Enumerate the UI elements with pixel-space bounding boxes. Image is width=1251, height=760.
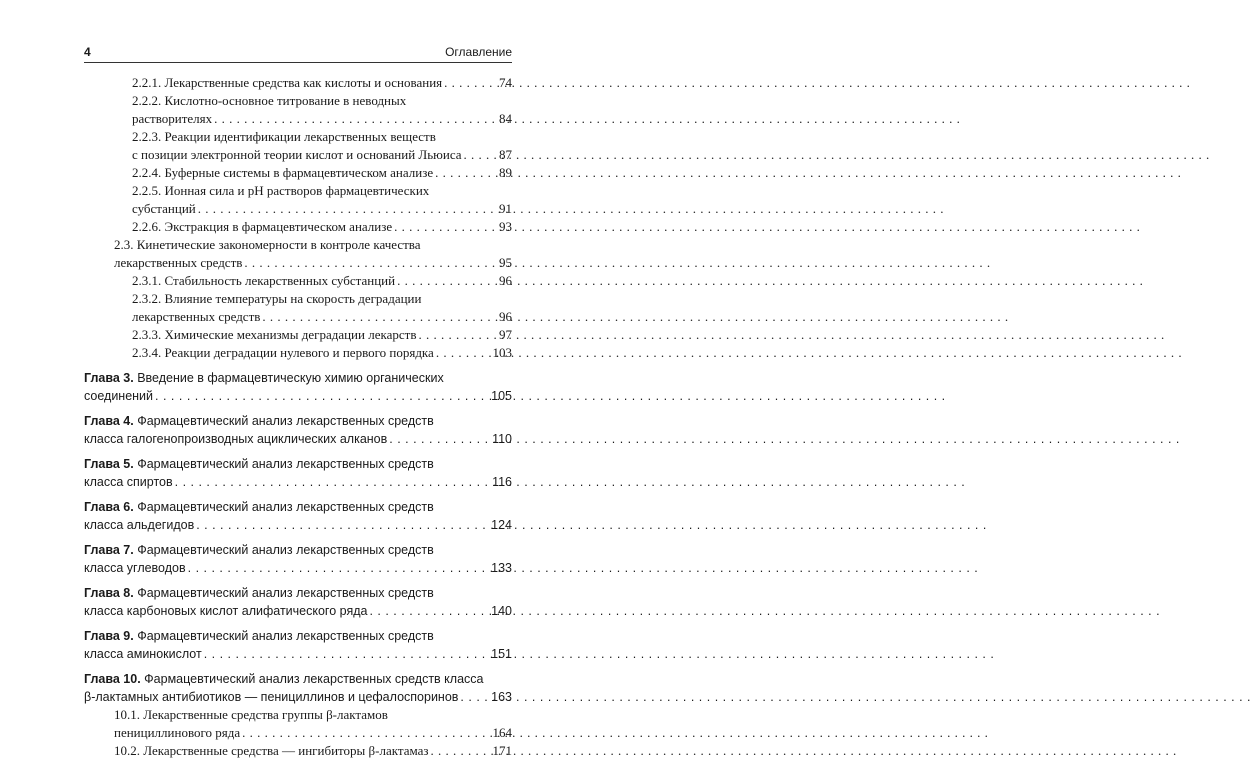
toc-page-number: 164 — [492, 725, 512, 740]
toc-entry-text: 2.2.5. Ионная сила и рН растворов фармацевтических — [132, 183, 430, 198]
chapter-label: Глава 10. — [84, 672, 141, 686]
toc-page-number: 116 — [492, 475, 512, 489]
toc-entry-line — [114, 254, 512, 272]
toc-entry-text: растворителях — [132, 111, 213, 126]
toc-page-number: 97 — [499, 327, 512, 342]
toc-page-number: 151 — [491, 647, 512, 661]
toc-entry-line — [132, 146, 512, 164]
toc-entry-line — [132, 344, 512, 362]
dot-leader — [431, 742, 491, 760]
toc-entry-line — [132, 128, 512, 146]
chapter-label: Глава 8. — [84, 586, 134, 600]
chapter-label: Глава 3. — [84, 371, 134, 385]
toc-entry-text: Глава 5. Фармацевтический анализ лекарственных средств — [84, 457, 434, 471]
toc-entry-text: 2.3. Кинетические закономерности в контроле качества — [114, 237, 421, 252]
toc-entry-line — [84, 455, 512, 473]
toc-entry-text: 2.3.2. Влияние температуры на скорость деградации — [132, 291, 422, 306]
toc-entry-text: 2.2.4. Буферные системы в фармацевтическом анализе — [132, 165, 434, 180]
toc-entry — [84, 290, 512, 326]
dot-leader — [369, 602, 489, 620]
toc-entry-line — [132, 164, 512, 182]
toc-entry-line — [114, 724, 512, 742]
toc-page-number: 171 — [492, 743, 512, 758]
toc-chapters — [84, 369, 512, 706]
page-number: 4 — [84, 45, 91, 59]
dot-leader — [262, 308, 497, 326]
toc-entry-line — [84, 602, 512, 620]
chapter-label: Глава 7. — [84, 543, 134, 557]
toc-entry-line — [84, 516, 512, 534]
toc-entry-text: 10.2. Лекарственные средства — ингибиторы β-лактамаз — [114, 743, 429, 758]
chapter-label: Глава 5. — [84, 457, 134, 471]
chapter-label: Глава 6. — [84, 500, 134, 514]
toc-entry — [84, 627, 512, 663]
dot-leader — [394, 218, 497, 236]
toc-entry — [84, 541, 512, 577]
toc-page-number: 87 — [499, 147, 512, 162]
dot-leader — [418, 326, 497, 344]
toc-entry — [84, 670, 512, 706]
toc-entry-line — [132, 74, 512, 92]
toc-entry — [84, 92, 512, 128]
toc-entry-line — [114, 236, 512, 254]
toc-entry-text: 10.1. Лекарственные средства группы β-лактамов — [114, 707, 388, 722]
toc-entry-text: 2.2.1. Лекарственные средства как кислоты и основания — [132, 75, 443, 90]
toc-entry-line — [84, 369, 512, 387]
toc-entry-text: лекарственных средств — [132, 309, 261, 324]
toc-entry-text: класса спиртов — [84, 475, 173, 489]
dot-leader — [196, 516, 489, 534]
toc-entry-line — [84, 412, 512, 430]
toc-entry-line — [114, 742, 512, 760]
toc-entry-text: пенициллинового ряда — [114, 725, 241, 740]
toc-entry-text: субстанций — [132, 201, 196, 216]
toc-entry-line — [84, 387, 512, 405]
toc-entry-line — [132, 218, 512, 236]
dot-leader — [460, 688, 489, 706]
toc-entry-text: класса аминокислот — [84, 647, 202, 661]
toc-entry-text: Глава 8. Фармацевтический анализ лекарственных средств — [84, 586, 434, 600]
chapter-label: Глава 9. — [84, 629, 134, 643]
toc-entry — [84, 455, 512, 491]
toc-entry — [84, 344, 512, 362]
chapter-label: Глава 4. — [84, 414, 134, 428]
toc-entry-line — [132, 308, 512, 326]
dot-leader — [389, 430, 490, 448]
toc-entry-text: лекарственных средств — [114, 255, 243, 270]
dot-leader — [204, 645, 489, 663]
toc-entry — [84, 326, 512, 344]
toc-page-number: 89 — [499, 165, 512, 180]
toc-entry-line — [114, 706, 512, 724]
toc-page-number: 124 — [491, 518, 512, 532]
running-title: Оглавление — [445, 45, 512, 59]
toc-entry — [84, 74, 512, 92]
dot-leader — [397, 272, 497, 290]
toc-entry — [84, 584, 512, 620]
toc-entry-text: 2.3.3. Химические механизмы деградации лекарств — [132, 327, 417, 342]
toc-page-number: 105 — [491, 389, 512, 403]
toc-page-number: 93 — [499, 219, 512, 234]
toc-entry-text: Глава 3. Введение в фармацевтическую химию органических — [84, 371, 444, 385]
toc-entry — [84, 164, 512, 182]
toc-entry-text: 2.3.4. Реакции деградации нулевого и первого порядка — [132, 345, 434, 360]
toc-entry — [84, 369, 512, 405]
dot-leader — [435, 164, 497, 182]
dot-leader — [244, 254, 497, 272]
toc-entry-line — [84, 473, 512, 491]
toc-entry — [84, 236, 512, 272]
toc-entry-line — [84, 559, 512, 577]
toc-entry-line — [84, 645, 512, 663]
toc-entry — [84, 272, 512, 290]
toc-entry-line — [84, 627, 512, 645]
toc-section-2 — [84, 74, 512, 362]
toc-entry-text: Глава 6. Фармацевтический анализ лекарственных средств — [84, 500, 434, 514]
toc-entry-line — [132, 200, 512, 218]
toc-entry — [84, 706, 512, 742]
toc-page-number: 96 — [499, 309, 512, 324]
toc-entry-text: Глава 10. Фармацевтический анализ лекарственных средств класса — [84, 672, 484, 686]
toc-page-number: 140 — [491, 604, 512, 618]
toc-entry — [84, 128, 512, 164]
toc-entry-text: с позиции электронной теории кислот и оснований Льюиса — [132, 147, 462, 162]
toc-entry-text: класса карбоновых кислот алифатического ряда — [84, 604, 368, 618]
toc-page-number: 95 — [499, 255, 512, 270]
page-header — [84, 44, 512, 63]
toc-entry-line — [132, 110, 512, 128]
toc-entry-text: 2.2.2. Кислотно-основное титрование в неводных — [132, 93, 407, 108]
toc-entry-text: 2.3.1. Стабильность лекарственных субстанций — [132, 273, 396, 288]
toc-entry — [84, 498, 512, 534]
toc-entry-line — [132, 272, 512, 290]
toc-entry-text: 2.2.3. Реакции идентификации лекарственных веществ — [132, 129, 436, 144]
toc-page-number: 103 — [492, 345, 512, 360]
toc-entry-line — [132, 182, 512, 200]
toc-page-number: 74 — [499, 75, 512, 90]
toc-page-number: 163 — [491, 690, 512, 704]
dot-leader — [188, 559, 490, 577]
dot-leader — [242, 724, 490, 742]
toc-entry-line — [132, 92, 512, 110]
toc-entry-text: β-лактамных антибиотиков — пенициллинов и цефалоспоринов — [84, 690, 459, 704]
toc-entry-text: Глава 9. Фармацевтический анализ лекарственных средств — [84, 629, 434, 643]
dot-leader — [444, 74, 497, 92]
toc-entry-text: соединений — [84, 389, 154, 403]
toc-entry-text: Глава 7. Фармацевтический анализ лекарственных средств — [84, 543, 434, 557]
toc-entry — [84, 412, 512, 448]
dot-leader — [464, 146, 497, 164]
toc-entry-text: класса альдегидов — [84, 518, 195, 532]
dot-leader — [436, 344, 491, 362]
toc-entry-line — [84, 688, 512, 706]
toc-page-number: 84 — [499, 111, 512, 126]
toc-entry-line — [132, 290, 512, 308]
toc-entry-line — [84, 541, 512, 559]
toc-entry — [84, 182, 512, 218]
toc-entry — [84, 218, 512, 236]
dot-leader — [175, 473, 490, 491]
toc-section-10 — [84, 706, 512, 760]
toc-entry-text: Глава 4. Фармацевтический анализ лекарственных средств — [84, 414, 434, 428]
toc-entry-line — [132, 326, 512, 344]
dot-leader — [155, 387, 489, 405]
toc-entry-text: 2.2.6. Экстракция в фармацевтическом анализе — [132, 219, 393, 234]
toc-entry-line — [84, 430, 512, 448]
toc-page-number: 110 — [492, 432, 512, 446]
toc-entry-line — [84, 670, 512, 688]
toc-entry-line — [84, 584, 512, 602]
toc-entry-text: класса углеводов — [84, 561, 186, 575]
toc-entry-line — [84, 498, 512, 516]
dot-leader — [198, 200, 497, 218]
toc-page-number: 96 — [499, 273, 512, 288]
toc-entry — [84, 742, 512, 760]
toc-entry-text: класса галогенопроизводных ациклических алканов — [84, 432, 388, 446]
dot-leader — [214, 110, 497, 128]
toc-page-number: 91 — [499, 201, 512, 216]
table-of-contents — [84, 74, 512, 760]
toc-page-number: 133 — [491, 561, 512, 575]
